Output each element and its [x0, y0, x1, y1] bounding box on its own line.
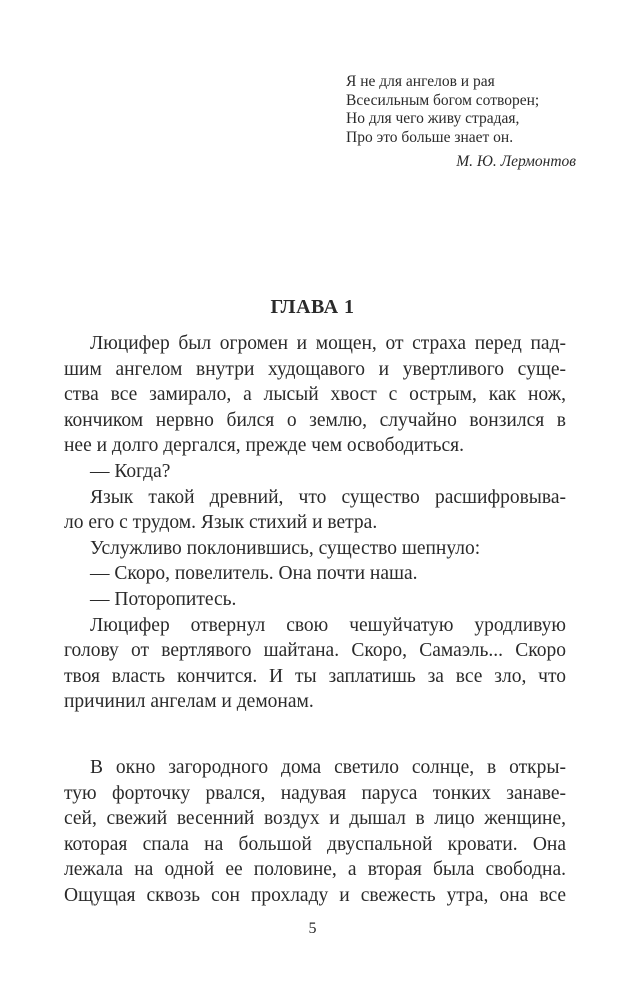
- epigraph-line: Всесильным богом сотворен;: [346, 91, 540, 109]
- paragraph: [64, 485, 566, 536]
- text-line: Люцифер отвернул свою чешуйчатую уродливую: [90, 614, 566, 636]
- text-line: причинил ангелам и демонам.: [64, 691, 314, 713]
- text-line: — Когда?: [90, 460, 171, 482]
- epigraph-author: М. Ю. Лермонтов: [456, 153, 576, 170]
- text-line: которая спала на большой двуспальной кровати. Она: [64, 833, 566, 855]
- paragraph: [64, 331, 566, 459]
- epigraph-line: Но для чего живу страдая,: [346, 110, 520, 127]
- text-line: В окно загородного дома светило солнце, в откры-: [90, 757, 566, 778]
- epigraph-line: Про это больше знает он.: [346, 128, 514, 146]
- text-line: Услужливо поклонившись, существо шепнуло:: [90, 537, 481, 559]
- text-line: — Поторопитесь.: [90, 588, 237, 610]
- text-line: Язык такой древний, что существо расшифровыва-: [90, 486, 566, 508]
- paragraph: [64, 536, 566, 562]
- epigraph: [346, 73, 576, 172]
- section-1: [64, 331, 566, 715]
- chapter-title: ГЛАВА 1: [270, 296, 355, 318]
- text-line: Люцифер был огромен и мощен, от страха перед пад-: [90, 333, 566, 354]
- text-line: кончиком нервно бился о землю, случайно вонзился в: [64, 409, 566, 431]
- paragraph: [64, 755, 566, 909]
- page-number: 5: [308, 920, 317, 937]
- text-line: твоя власть кончится. И ты заплатишь за все зло, что: [64, 665, 566, 687]
- text-line: тую форточку рвался, надувая паруса тонких занаве-: [64, 782, 566, 804]
- text-line: Ощущая сквозь сон прохладу и свежесть утра, она все: [64, 884, 566, 906]
- text-line: — Скоро, повелитель. Она почти наша.: [90, 563, 418, 585]
- epigraph-line: Я не для ангелов и рая: [346, 73, 495, 90]
- paragraph: [64, 587, 566, 613]
- text-line: сей, свежий весенний воздух и дышал в лицо женщине,: [64, 808, 566, 830]
- text-line: ло его с трудом. Язык стихий и ветра.: [64, 512, 378, 534]
- text-line: нее и долго дергался, прежде чем освободиться.: [64, 435, 465, 457]
- text-line: лежала на одной ее половине, а вторая была свободна.: [64, 859, 566, 881]
- paragraph: [64, 613, 566, 715]
- text-line: ства все замирало, а лысый хвост с острым, как нож,: [64, 384, 566, 406]
- section-2: [64, 755, 566, 909]
- text-line: голову от вертлявого шайтана. Скоро, Самаэль... Скоро: [64, 640, 566, 662]
- paragraph: [64, 459, 566, 485]
- paragraph: [64, 561, 566, 587]
- text-line: шим ангелом внутри худощавого и увертливого суще-: [64, 358, 566, 380]
